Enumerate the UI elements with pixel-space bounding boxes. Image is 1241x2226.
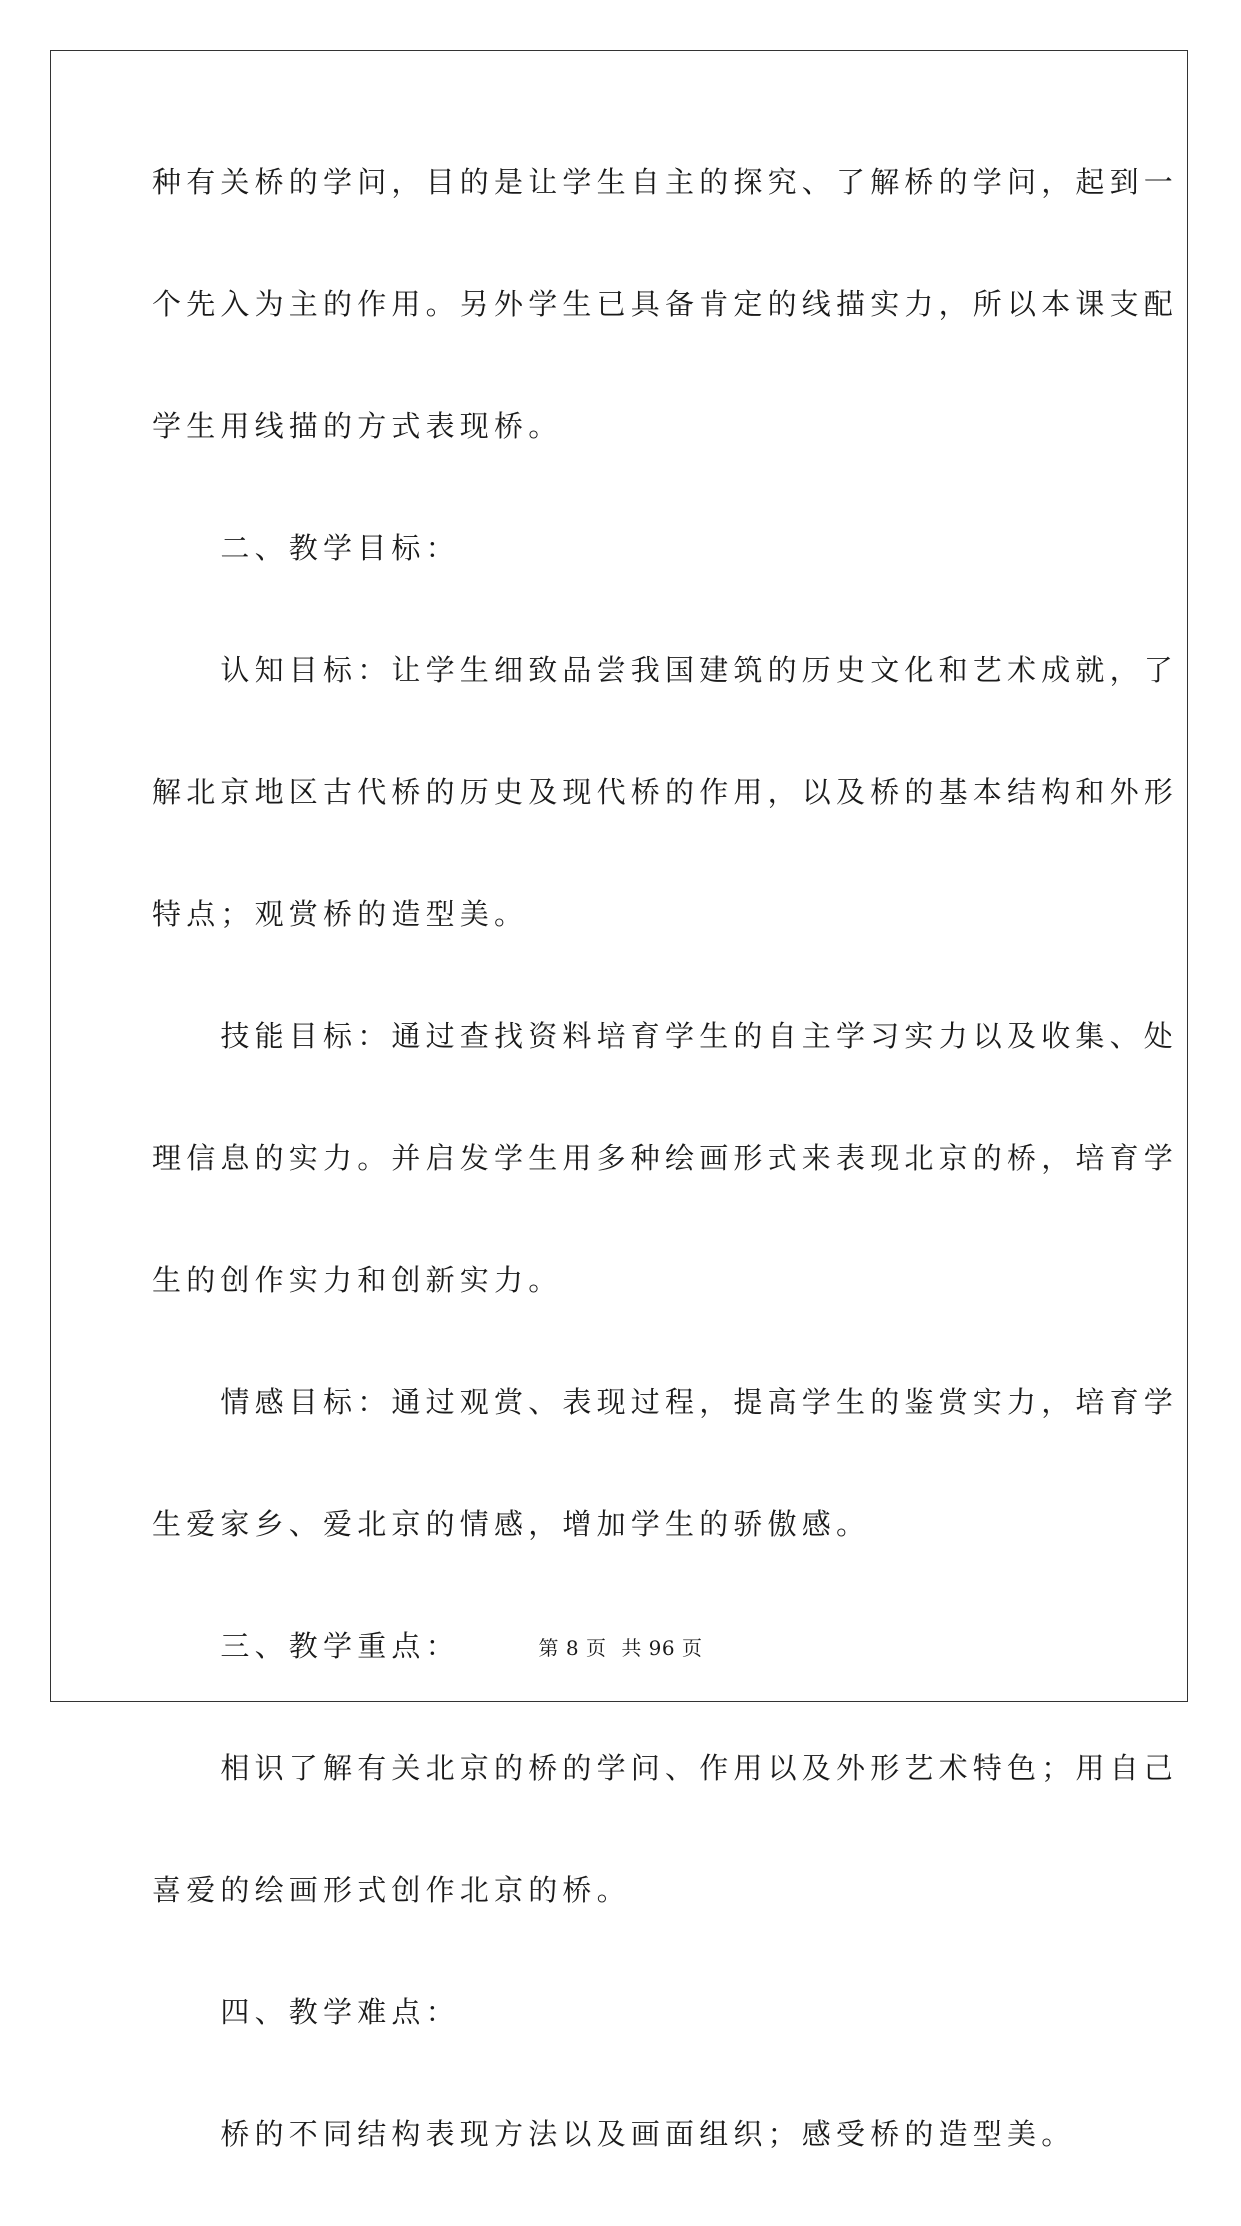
text-line: 桥的不同结构表现方法以及画面组织；感受桥的造型美。 [152,2117,1076,2151]
section-heading: 二、教学目标： [152,531,460,565]
document-body [152,152,1179,2226]
text-line: 技能目标：通过查找资料培育学生的自主学习实力以及收集、处 [152,1019,1179,1053]
text-line: 个先入为主的作用。另外学生已具备肯定的线描实力，所以本课支配 [152,287,1179,321]
page-total: 共 96 页 [621,1636,703,1660]
text-line: 生爱家乡、爱北京的情感，增加学生的骄傲感。 [152,1507,871,1541]
text-line: 生的创作实力和创新实力。 [152,1263,563,1297]
section-heading: 三、教学重点： [152,1629,460,1663]
text-line: 理信息的实力。并启发学生用多种绘画形式来表现北京的桥，培育学 [152,1141,1179,1175]
text-line: 特点；观赏桥的造型美。 [152,897,529,931]
page-number: 第 8 页 [538,1636,607,1660]
text-line: 种有关桥的学问，目的是让学生自主的探究、了解桥的学问，起到一 [152,165,1179,199]
text-line: 情感目标：通过观赏、表现过程，提高学生的鉴赏实力，培育学 [152,1385,1179,1419]
section-heading: 四、教学难点： [152,1995,460,2029]
text-line: 认知目标：让学生细致品尝我国建筑的历史文化和艺术成就，了 [152,653,1179,687]
page-footer [0,1634,1241,1662]
text-line: 学生用线描的方式表现桥。 [152,409,563,443]
text-line: 喜爱的绘画形式创作北京的桥。 [152,1873,631,1907]
text-line: 解北京地区古代桥的历史及现代桥的作用，以及桥的基本结构和外形 [152,775,1179,809]
text-line: 相识了解有关北京的桥的学问、作用以及外形艺术特色；用自己 [152,1751,1179,1785]
